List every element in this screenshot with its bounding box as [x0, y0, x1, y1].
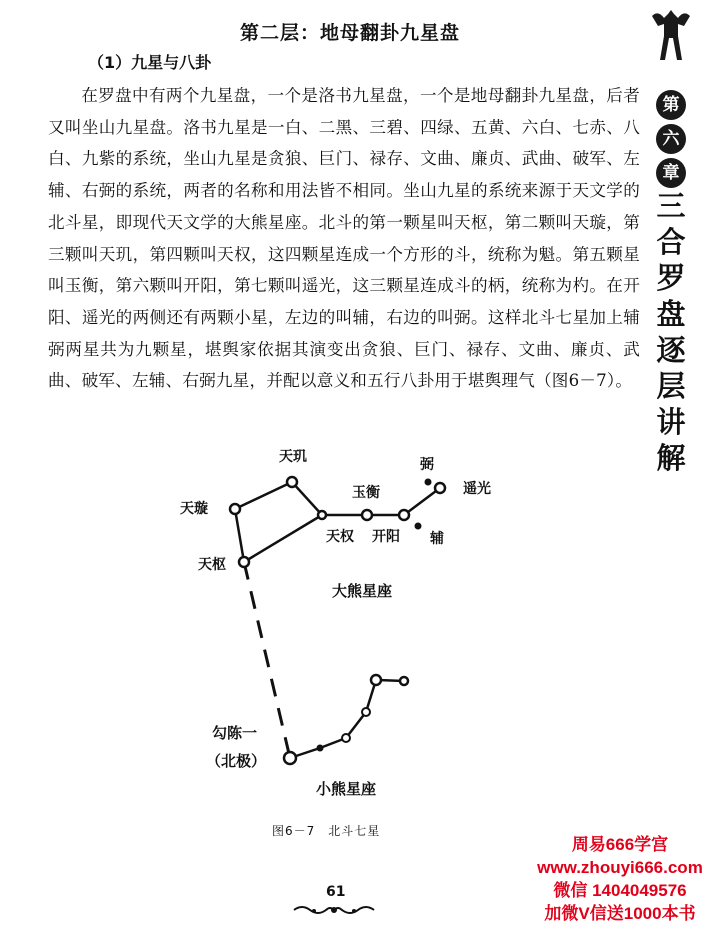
- star-little-dipper: [400, 677, 408, 685]
- label-polaris-name: 勾陈一: [212, 724, 258, 742]
- star-little-dipper: [371, 675, 381, 685]
- chapter-badge-char: 六: [656, 124, 686, 154]
- chapter-title-char: 解: [656, 441, 686, 475]
- star-bi: [425, 479, 432, 486]
- figure-caption: 图6－7 北斗七星: [272, 824, 381, 838]
- label-tianshu: 天枢: [198, 557, 226, 573]
- chapter-badge: [652, 90, 690, 192]
- star-tianshu: [239, 557, 249, 567]
- tripod-emblem-icon: [648, 8, 694, 66]
- star-kaiyang: [399, 510, 409, 520]
- watermark-line: 微信 1404049576: [553, 881, 687, 900]
- subsection-title: （1）九星与八卦: [88, 53, 212, 72]
- star-polaris: [284, 752, 296, 764]
- flourish-ornament-icon: [292, 903, 376, 917]
- chapter-badge-char: 章: [656, 158, 686, 188]
- watermark: [520, 833, 720, 925]
- star-fu: [415, 523, 422, 530]
- chapter-badge-char: 第: [656, 90, 686, 120]
- big-dipper-bowl-edge: [244, 515, 322, 562]
- page-number: 61: [326, 884, 346, 900]
- watermark-line: 周易666学宫: [571, 835, 669, 854]
- watermark-line: 加微V信送1000本书: [544, 904, 696, 923]
- star-little-dipper: [362, 708, 370, 716]
- star-tianxuan: [230, 504, 240, 514]
- little-dipper-line: [290, 680, 404, 758]
- chapter-title-char: 逐: [656, 333, 686, 367]
- big-dipper-figure: [0, 430, 720, 840]
- chapter-title-char: 合: [656, 225, 686, 259]
- star-yuheng: [362, 510, 372, 520]
- chapter-title-char: 层: [656, 369, 686, 403]
- star-little-dipper: [317, 745, 324, 752]
- star-yaoguang: [435, 483, 445, 493]
- label-kaiyang: 开阳: [372, 529, 400, 545]
- body-paragraph: 在罗盘中有两个九星盘，一个是洛书九星盘，一个是地母翻卦九星盘，后者又叫坐山九星盘。洛书九星是一白、二黑、三碧、四绿、五黄、六白、七赤、八白、九紫的系统，坐山九星是贪狼、巨门、禄存、文曲、廉贞、武曲、破军、左辅、右弼的系统，两者的名称和用法皆不相同。坐山九星的系统来源于天文学的北斗星，即现代天文学的大熊星座。北斗的第一颗星叫天枢，第二颗叫天璇，第三颗叫天玑，第四颗叫天权，这四颗星连成一个方形的斗，统称为魁。第五颗星叫玉衡，第六颗叫开阳，第七颗叫遥光，这三颗星连成斗的柄，统称为杓。在开阳、遥光的两侧还有两颗小星，左边的叫辅，右边的叫弼。这样北斗七星加上辅弼两星共为九颗星，堪舆家依据其演变出贪狼、巨门、禄存、文曲、廉贞、武曲、破军、左辅、右弼九星，并配以意义和五行八卦用于堪舆理气（图6－7）。: [48, 86, 640, 391]
- label-fu: 辅: [430, 531, 444, 547]
- label-yaoguang: 遥光: [463, 481, 491, 497]
- label-tianquan: 天权: [326, 529, 354, 545]
- chapter-title-char: 讲: [656, 405, 686, 439]
- star-little-dipper: [342, 734, 350, 742]
- label-tianji: 天玑: [279, 449, 307, 465]
- chapter-title-char: 盘: [656, 297, 686, 331]
- label-bi: 弼: [420, 457, 434, 473]
- label-polaris-note: （北极）: [206, 752, 267, 770]
- label-ursa-minor: 小熊星座: [316, 780, 377, 798]
- label-ursa-major: 大熊星座: [332, 582, 393, 600]
- star-tianquan: [318, 511, 326, 519]
- section-title: 第二层：地母翻卦九星盘: [239, 22, 460, 44]
- label-tianxuan: 天璇: [180, 501, 208, 517]
- chapter-title-char: 罗: [656, 261, 686, 295]
- star-tianji: [287, 477, 297, 487]
- chapter-title-char: 三: [656, 189, 686, 223]
- label-yuheng: 玉衡: [352, 485, 380, 501]
- watermark-line: www.zhouyi666.com: [537, 858, 703, 877]
